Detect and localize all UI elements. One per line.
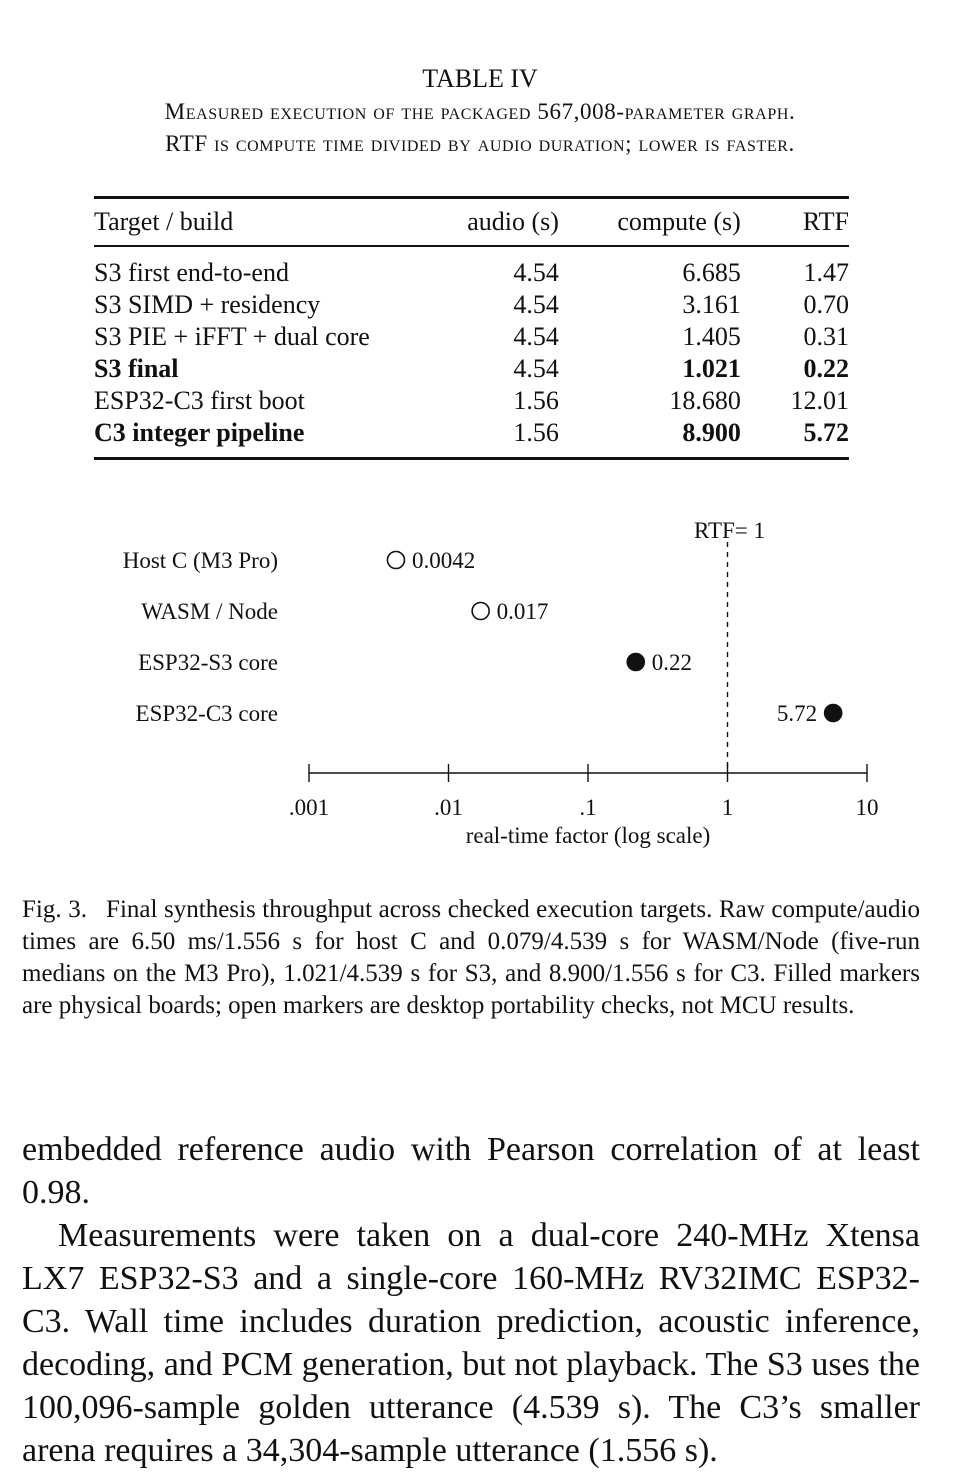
figure-caption: Fig. 3. Final synthesis throughput across checked execution targets. Raw compute/audio times are 6.50 ms/1.556 s for host C and 0.079/4.539 s for WASM/Node (five-run medians on the M3 Pro), 1.021/4.539 s for S3, and 8.900/1.556 s for C3. Filled markers are physical boards; open markers are desktop portability checks, not MCU results. — [22, 896, 920, 1019]
table-row — [94, 385, 849, 417]
header-audio: audio (s) — [467, 207, 559, 236]
cell-audio: 1.56 — [513, 386, 559, 415]
body-paragraph-1: embedded reference audio with Pearson correlation of at least 0.98. — [22, 1131, 920, 1211]
x-tick-label: .01 — [434, 795, 463, 820]
rtf-dot-chart — [0, 500, 960, 860]
category-label: WASM / Node — [141, 599, 278, 624]
cell-rtf: 5.72 — [803, 418, 849, 447]
cell-target: S3 SIMD + residency — [94, 290, 321, 319]
category-label: ESP32-C3 core — [135, 701, 278, 726]
table-label: TABLE IV — [422, 64, 538, 93]
x-axis-title: real-time factor (log scale) — [465, 823, 711, 848]
table-row — [94, 353, 849, 385]
category-label: Host C (M3 Pro) — [122, 548, 278, 573]
cell-compute: 1.405 — [682, 322, 741, 351]
cell-compute: 18.680 — [669, 386, 741, 415]
category-label: ESP32-S3 core — [138, 650, 278, 675]
table-caption-line-2: RTF is compute time divided by audio duration; lower is faster. — [165, 131, 795, 156]
cell-audio: 1.56 — [513, 418, 559, 447]
cell-rtf: 0.22 — [803, 354, 849, 383]
cell-rtf: 0.70 — [803, 290, 849, 319]
header-rtf: RTF — [802, 207, 849, 236]
cell-target: S3 first end-to-end — [94, 258, 289, 287]
table-row — [94, 289, 849, 321]
data-point — [472, 603, 489, 620]
cell-compute: 8.900 — [682, 418, 741, 447]
data-point — [387, 552, 404, 569]
cell-target: S3 final — [94, 354, 179, 383]
cell-compute: 1.021 — [682, 354, 741, 383]
data-point — [627, 654, 644, 671]
table-row — [94, 321, 849, 353]
cell-target: ESP32-C3 first boot — [94, 386, 305, 415]
x-tick-label: 1 — [721, 795, 734, 820]
cell-compute: 6.685 — [682, 258, 741, 287]
cell-rtf: 1.47 — [803, 258, 849, 287]
cell-target: S3 PIE + iFFT + dual core — [94, 322, 370, 351]
cell-audio: 4.54 — [513, 258, 559, 287]
header-compute: compute (s) — [617, 207, 741, 236]
table-row — [94, 246, 849, 289]
table-row — [94, 417, 849, 459]
table-header-row — [94, 198, 849, 247]
table-caption-line-1: Measured execution of the packaged 567,008-parameter graph. — [164, 99, 796, 124]
data-label: 0.0042 — [411, 548, 476, 573]
x-tick-label: .1 — [579, 795, 597, 820]
data-point — [825, 705, 842, 722]
header-target: Target / build — [94, 207, 234, 236]
x-tick-label: 10 — [855, 795, 879, 820]
data-label: 5.72 — [776, 701, 818, 726]
body-text — [22, 1128, 920, 1472]
cell-rtf: 12.01 — [790, 386, 849, 415]
cell-audio: 4.54 — [513, 354, 559, 383]
cell-audio: 4.54 — [513, 290, 559, 319]
data-label: 0.22 — [651, 650, 693, 675]
reference-line-label: RTF= 1 — [693, 518, 766, 543]
data-label: 0.017 — [496, 599, 549, 624]
cell-target: C3 integer pipeline — [94, 418, 305, 447]
cell-compute: 3.161 — [682, 290, 741, 319]
body-paragraph-2: Measurements were taken on a dual-core 240-MHz Xtensa LX7 ESP32-S3 and a single-core 160-MHz RV32IMC ESP32-C3. Wall time includes duration prediction, acoustic inference, decoding, and PCM generation, but not playback. The S3 uses the 100,096-sample golden utterance (4.539 s). The C3’s smaller arena requires a 34,304-sample utterance (1.556 s). — [22, 1217, 920, 1469]
x-tick-label: .001 — [288, 795, 330, 820]
results-table — [94, 196, 849, 460]
cell-rtf: 0.31 — [803, 322, 849, 351]
cell-audio: 4.54 — [513, 322, 559, 351]
